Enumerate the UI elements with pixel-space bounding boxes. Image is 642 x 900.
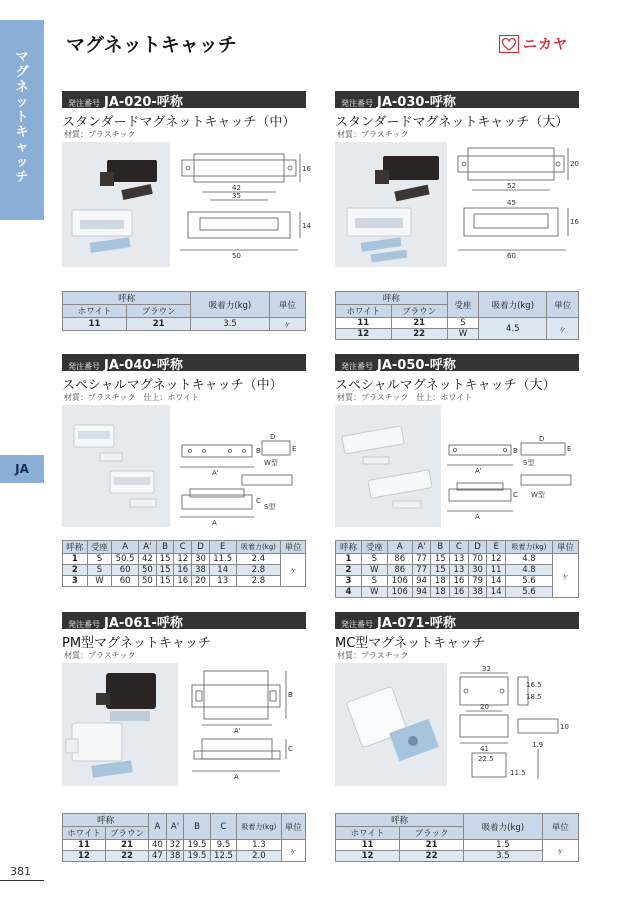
dim-label: C xyxy=(288,745,293,753)
section-header-ja-030 xyxy=(335,91,579,108)
table-row: 1 S 50.5 42 15 12 30 11.5 2.4 ヶ xyxy=(63,554,306,565)
table-row: 11 21 3.5 ヶ xyxy=(63,318,306,331)
dim-label: 16.5 xyxy=(526,681,542,689)
product-title: スタンダードマグネットキャッチ（中） xyxy=(62,115,296,130)
table-header: 単位 xyxy=(269,292,305,318)
table-row: 12 22 47 38 19.5 12.5 2.0 xyxy=(63,851,306,862)
table-header: 単位 xyxy=(547,292,579,318)
product-code: JA-020-呼称 xyxy=(104,95,183,110)
product-photo xyxy=(62,405,170,527)
section-header-ja-071 xyxy=(335,612,579,629)
dim-label: W型 xyxy=(531,491,545,499)
dim-label: 14 xyxy=(302,222,311,230)
table-subheader: ホワイト xyxy=(63,305,127,318)
dim-label: A' xyxy=(212,469,219,477)
dim-label: 35 xyxy=(232,192,241,200)
dim-label: 22.5 xyxy=(478,755,494,763)
table-header: 呼称 xyxy=(63,292,191,305)
dim-label: 50 xyxy=(232,252,241,260)
product-material: 材質：プラスチック 仕上：ホワイト xyxy=(337,393,473,402)
dim-label: 42 xyxy=(232,184,241,192)
dim-label: 18.5 xyxy=(526,693,542,701)
product-title: スペシャルマグネットキャッチ（中） xyxy=(62,378,283,393)
table-row: 1 S 86 77 15 13 70 12 4.8 ヶ xyxy=(336,554,579,565)
dim-label: S型 xyxy=(523,459,535,467)
table-row: 12 22 W xyxy=(336,329,579,340)
magnet-catch-illustration xyxy=(62,663,178,786)
section-header-ja-020 xyxy=(62,91,306,108)
magnet-catch-illustration xyxy=(62,405,170,527)
table-row: 11 21 S 4.5 ヶ xyxy=(336,318,579,329)
dim-label: 11.5 xyxy=(510,769,526,777)
dim-label: D xyxy=(539,435,545,443)
table-row: 4 W 106 94 18 16 38 14 5.6 xyxy=(336,587,579,598)
dimension-drawing xyxy=(452,663,579,786)
dim-label: C xyxy=(513,491,518,499)
dim-label: 20 xyxy=(480,703,489,711)
order-number-label: 発注番号 xyxy=(341,620,373,629)
dim-label: A' xyxy=(475,467,482,475)
heart-logo-icon xyxy=(499,35,519,53)
spec-table-ja-040: 呼称 受座 A A' B C D E 吸着力(kg) 単位 1 S 50.5 42 15 12 30 11.5 2.4 ヶ 2 S 60 50 15 16 38 14 2.8 3 W 60 50 15 16 20 13 2.8 xyxy=(62,540,306,587)
order-number-label: 発注番号 xyxy=(68,362,100,371)
product-photo xyxy=(62,142,170,267)
dim-label: 52 xyxy=(507,182,516,190)
table-subheader: ブラウン xyxy=(126,305,190,318)
dim-label: A xyxy=(475,513,480,521)
dim-label: B xyxy=(256,447,261,455)
dim-label: 41 xyxy=(480,745,489,753)
product-code: JA-050-呼称 xyxy=(377,358,456,373)
table-row: 2 W 86 77 15 13 30 11 4.8 xyxy=(336,565,579,576)
page-title: マグネットキャッチ xyxy=(66,34,237,56)
order-number-label: 発注番号 xyxy=(68,99,100,108)
side-label: マグネットキャッチ xyxy=(15,50,29,185)
section-header-ja-061 xyxy=(62,612,306,629)
dim-label: D xyxy=(270,433,276,441)
spec-table-ja-030 xyxy=(335,291,579,340)
table-header: 吸着力(kg) xyxy=(191,292,269,318)
spec-table-ja-071: 呼称 吸着力(kg) 単位 ホワイト ブラック 11 21 1.5 ヶ 12 22 3.5 xyxy=(335,813,579,862)
category-tab-ja[interactable]: JA xyxy=(0,455,44,483)
table-row: 3 W 60 50 15 16 20 13 2.8 xyxy=(63,576,306,587)
dim-label: C xyxy=(256,497,261,505)
dim-label: W型 xyxy=(264,459,278,467)
table-header: 受座 xyxy=(447,292,479,318)
dim-label: A xyxy=(212,519,217,527)
product-photo xyxy=(62,663,178,786)
logo-text: ニカヤ xyxy=(523,37,568,53)
dimension-drawing xyxy=(443,405,579,527)
section-header-ja-040 xyxy=(62,354,306,371)
order-number-label: 発注番号 xyxy=(68,620,100,629)
table-subheader: ブラウン xyxy=(391,305,447,318)
table-header: 吸着力(kg) xyxy=(479,292,547,318)
spec-table-ja-020 xyxy=(62,291,306,331)
product-material: 材質：プラスチック xyxy=(337,651,409,660)
product-material: 材質：プラスチック 仕上：ホワイト xyxy=(64,393,200,402)
product-material: 材質：プラスチック xyxy=(337,130,409,139)
product-code: JA-030-呼称 xyxy=(377,95,456,110)
dimension-drawing xyxy=(172,405,306,527)
dim-label: 20 xyxy=(570,160,579,168)
magnet-catch-illustration xyxy=(335,405,441,527)
table-row: 12 22 3.5 xyxy=(336,851,579,862)
table-row: 11 21 1.5 ヶ xyxy=(336,840,579,851)
dim-label: B xyxy=(513,447,518,455)
table-header: 呼称 xyxy=(336,292,448,305)
dim-label: B xyxy=(288,691,293,699)
dim-label: E xyxy=(567,445,572,453)
dim-label: 16 xyxy=(302,165,311,173)
section-header-ja-050 xyxy=(335,354,579,371)
page-number-rule xyxy=(0,880,44,881)
product-material: 材質：プラスチック xyxy=(64,651,136,660)
spec-table-ja-050: 呼称 受座 A A' B C D E 吸着力(kg) 単位 1 S 86 77 15 13 70 12 4.8 ヶ 2 W 86 77 15 13 30 11 4.8 3 S 106 94 18 16 79 14 5.6 4 W 106 94 18 16 38 14 5.6 xyxy=(335,540,579,598)
dim-label: 45 xyxy=(507,199,516,207)
magnet-catch-illustration xyxy=(335,142,447,267)
product-photo xyxy=(335,405,441,527)
product-title: スタンダードマグネットキャッチ（大） xyxy=(335,115,569,130)
dim-label: S型 xyxy=(264,503,276,511)
dimension-drawing xyxy=(452,142,579,267)
table-row: 11 21 40 32 19.5 9.5 1.3 ヶ xyxy=(63,840,306,851)
magnet-catch-illustration xyxy=(335,663,447,786)
product-code: JA-040-呼称 xyxy=(104,358,183,373)
product-photo xyxy=(335,142,447,267)
product-code: JA-071-呼称 xyxy=(377,616,456,631)
order-number-label: 発注番号 xyxy=(341,362,373,371)
product-photo xyxy=(335,663,447,786)
brand-logo xyxy=(499,35,568,53)
table-subheader: ホワイト xyxy=(336,305,392,318)
product-material: 材質：プラスチック xyxy=(64,130,136,139)
product-title: PM型マグネットキャッチ xyxy=(62,636,211,651)
table-row: 3 S 106 94 18 16 79 14 5.6 xyxy=(336,576,579,587)
dim-label: A' xyxy=(234,727,241,735)
dim-label: 16 xyxy=(570,218,579,226)
dim-label: A xyxy=(234,773,239,781)
spec-table-ja-061: 呼称 A A' B C 吸着力(kg) 単位 ホワイト ブラウン 11 21 40 32 19.5 9.5 1.3 ヶ 12 22 47 38 19.5 12.5 2.0 xyxy=(62,813,306,862)
product-code: JA-061-呼称 xyxy=(104,616,183,631)
table-row: 2 S 60 50 15 16 38 14 2.8 xyxy=(63,565,306,576)
dim-label: 60 xyxy=(507,252,516,260)
page-number: 381 xyxy=(10,865,31,878)
dimension-drawing xyxy=(172,142,311,267)
order-number-label: 発注番号 xyxy=(341,99,373,108)
product-title: スペシャルマグネットキャッチ（大） xyxy=(335,378,556,393)
dim-label: 1.9 xyxy=(532,741,544,749)
product-title: MC型マグネットキャッチ xyxy=(335,636,486,651)
side-category-tab xyxy=(0,20,44,220)
dimension-drawing xyxy=(182,663,306,786)
magnet-catch-illustration xyxy=(62,142,170,267)
dim-label: 10 xyxy=(560,723,569,731)
dim-label: E xyxy=(292,445,297,453)
dim-label: 32 xyxy=(482,665,491,673)
